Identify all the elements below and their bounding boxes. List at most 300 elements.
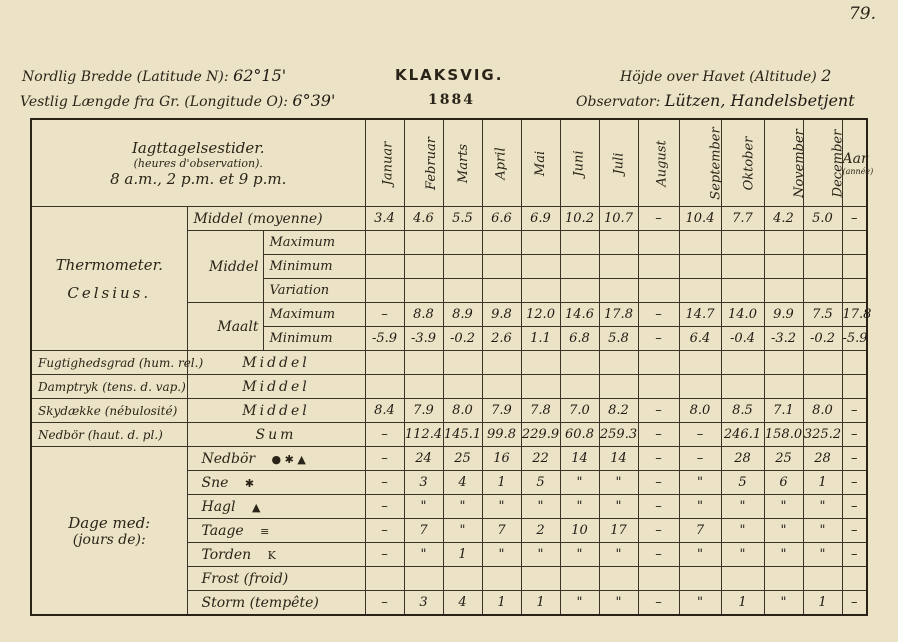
value-cell: 7.9 <box>404 399 443 423</box>
empty-cell <box>365 375 404 399</box>
empty-cell <box>560 351 599 375</box>
value-cell: 9.8 <box>482 303 521 327</box>
empty-cell <box>482 255 521 279</box>
value-cell: – <box>842 543 867 567</box>
value-cell: " <box>599 495 638 519</box>
month-header <box>764 119 807 207</box>
damptryk-label: Damptryk (tens. d. vap.) <box>31 375 187 399</box>
month-header <box>443 119 482 207</box>
page-number: 79. <box>848 4 876 24</box>
value-cell: 7 <box>482 519 521 543</box>
dage-label: Dage med: (jours de): <box>31 447 187 616</box>
value-cell: – <box>842 399 867 423</box>
value-cell: 8.8 <box>404 303 443 327</box>
month-header <box>560 119 599 207</box>
month-label: Juni <box>572 149 587 177</box>
value-cell: 8.0 <box>803 399 842 423</box>
value-cell: 99.8 <box>482 423 521 447</box>
value-cell: " <box>404 495 443 519</box>
empty-cell <box>842 231 867 255</box>
empty-cell <box>560 255 599 279</box>
value-cell: 1.1 <box>521 327 560 351</box>
value-cell: 145.1 <box>443 423 482 447</box>
value-cell: 7.7 <box>721 207 764 231</box>
value-cell: – <box>638 207 679 231</box>
nedbor-row <box>31 423 867 447</box>
empty-cell <box>599 279 638 303</box>
year-label: Aar <box>842 150 868 167</box>
value-cell <box>560 567 599 591</box>
value-cell: 7.1 <box>764 399 803 423</box>
observer-label: Observator: <box>576 94 661 110</box>
empty-cell <box>803 375 842 399</box>
value-cell: 229.9 <box>521 423 560 447</box>
empty-cell <box>521 255 560 279</box>
empty-cell <box>638 351 679 375</box>
empty-cell <box>721 375 764 399</box>
value-cell: " <box>482 495 521 519</box>
value-cell: -3.2 <box>764 327 803 351</box>
value-cell: 3 <box>404 591 443 616</box>
value-cell: -5.9 <box>365 327 404 351</box>
empty-cell <box>365 279 404 303</box>
obs-times-values: 8 a.m., 2 p.m. et 9 p.m. <box>110 169 287 188</box>
value-cell: 6.9 <box>521 207 560 231</box>
value-cell: 14.0 <box>721 303 764 327</box>
value-cell: 2.6 <box>482 327 521 351</box>
value-cell: " <box>521 543 560 567</box>
value-cell: 7.9 <box>482 399 521 423</box>
value-cell: " <box>764 519 803 543</box>
dage-row-label: Sne ✱ <box>187 471 365 495</box>
value-cell: – <box>842 423 867 447</box>
month-label: September <box>708 126 724 200</box>
fugtighed-label: Fugtighedsgrad (hum. rel.) <box>31 351 187 375</box>
empty-cell <box>560 279 599 303</box>
value-cell: – <box>638 519 679 543</box>
empty-cell <box>638 279 679 303</box>
value-cell: " <box>721 519 764 543</box>
empty-cell <box>679 351 721 375</box>
empty-cell <box>679 375 721 399</box>
value-cell: 28 <box>721 447 764 471</box>
empty-cell <box>721 255 764 279</box>
value-cell: – <box>638 327 679 351</box>
value-cell: 1 <box>803 591 842 616</box>
month-header <box>365 119 404 207</box>
empty-cell <box>599 231 638 255</box>
observer-line <box>576 91 855 110</box>
empty-cell <box>638 255 679 279</box>
value-cell: 14.6 <box>560 303 599 327</box>
longitude-value: 6°39' <box>292 91 336 110</box>
longitude-label: Vestlig Længde fra Gr. (Longitude O): <box>20 94 288 110</box>
value-cell: " <box>803 519 842 543</box>
latitude-line <box>22 66 286 85</box>
dage-row-label: Nedbör ● ✱ ▲ <box>187 447 365 471</box>
value-cell: – <box>638 423 679 447</box>
weather-symbol-icon: ● ✱ ▲ <box>271 452 306 466</box>
empty-cell <box>404 375 443 399</box>
middel-group-label: Middel <box>187 231 263 303</box>
value-cell: 14 <box>599 447 638 471</box>
value-cell: 25 <box>443 447 482 471</box>
weather-symbol-icon: ✱ <box>244 476 255 490</box>
empty-cell <box>482 351 521 375</box>
altitude-line <box>620 66 831 85</box>
value-cell <box>404 567 443 591</box>
empty-cell <box>404 255 443 279</box>
empty-cell <box>560 231 599 255</box>
month-label: Februar <box>423 136 439 190</box>
value-cell: – <box>638 495 679 519</box>
empty-cell <box>365 255 404 279</box>
variation-label: Variation <box>263 279 365 303</box>
value-cell: 2 <box>521 519 560 543</box>
empty-cell <box>443 255 482 279</box>
value-cell: " <box>679 495 721 519</box>
value-cell: 24 <box>404 447 443 471</box>
value-cell: " <box>599 591 638 616</box>
value-cell: 28 <box>803 447 842 471</box>
value-cell: 8.0 <box>443 399 482 423</box>
value-cell <box>803 567 842 591</box>
value-cell: – <box>842 471 867 495</box>
empty-cell <box>521 375 560 399</box>
value-cell: – <box>365 591 404 616</box>
value-cell: -0.4 <box>721 327 764 351</box>
value-cell: 4 <box>443 471 482 495</box>
value-cell: 3 <box>404 471 443 495</box>
obs-times-cell <box>31 119 365 207</box>
value-cell: " <box>560 591 599 616</box>
value-cell: – <box>638 399 679 423</box>
value-cell: 17 <box>599 519 638 543</box>
weather-symbol-icon: ▲ <box>251 500 261 514</box>
nedbor-label: Nedbör (haut. d. pl.) <box>31 423 187 447</box>
nedbor-sublabel: Sum <box>187 423 365 447</box>
empty-cell <box>599 255 638 279</box>
value-cell: 7.0 <box>560 399 599 423</box>
weather-symbol-icon: K <box>267 548 276 562</box>
value-cell: -5.9 <box>842 327 867 351</box>
skydaekke-sublabel: Middel <box>187 399 365 423</box>
value-cell: – <box>842 495 867 519</box>
value-cell: 6 <box>764 471 803 495</box>
empty-cell <box>443 351 482 375</box>
maximum-label: Maximum <box>263 231 365 255</box>
value-cell: " <box>404 543 443 567</box>
value-cell: – <box>365 471 404 495</box>
value-cell: – <box>638 543 679 567</box>
month-header <box>404 119 443 207</box>
value-cell: 5.8 <box>599 327 638 351</box>
latitude-label: Nordlig Bredde (Latitude N): <box>22 69 229 85</box>
empty-cell <box>521 351 560 375</box>
value-cell: " <box>721 543 764 567</box>
middel-row <box>31 207 867 231</box>
empty-cell <box>803 351 842 375</box>
skydaekke-row <box>31 399 867 423</box>
value-cell: 12.0 <box>521 303 560 327</box>
empty-cell <box>721 231 764 255</box>
empty-cell <box>803 231 842 255</box>
value-cell: 16 <box>482 447 521 471</box>
value-cell: 9.9 <box>764 303 803 327</box>
value-cell: – <box>842 447 867 471</box>
value-cell <box>365 567 404 591</box>
dage-row-label: Taage ≡ <box>187 519 365 543</box>
value-cell: – <box>842 591 867 616</box>
skydaekke-label: Skydække (nébulosité) <box>31 399 187 423</box>
header-row <box>31 119 867 207</box>
value-cell <box>638 567 679 591</box>
value-cell <box>482 567 521 591</box>
value-cell: 25 <box>764 447 803 471</box>
empty-cell <box>764 351 803 375</box>
thermometer-label: Thermometer. Celsius. <box>31 207 187 351</box>
value-cell: 14.7 <box>679 303 721 327</box>
value-cell: 8.2 <box>599 399 638 423</box>
value-cell: – <box>638 447 679 471</box>
empty-cell <box>679 279 721 303</box>
value-cell: 17.8 <box>599 303 638 327</box>
empty-cell <box>443 279 482 303</box>
value-cell: 7.5 <box>803 303 842 327</box>
climate-table <box>30 118 874 616</box>
value-cell: 8.4 <box>365 399 404 423</box>
observer-value: Lützen, Handelsbetjent <box>664 91 855 110</box>
month-header <box>638 119 679 207</box>
empty-cell <box>404 231 443 255</box>
value-cell: 3.4 <box>365 207 404 231</box>
value-cell: – <box>365 495 404 519</box>
empty-cell <box>404 351 443 375</box>
value-cell: – <box>365 423 404 447</box>
damptryk-sublabel: Middel <box>187 375 365 399</box>
value-cell: 17.8 <box>842 303 867 327</box>
value-cell: 1 <box>482 591 521 616</box>
longitude-line <box>20 91 335 110</box>
value-cell: – <box>842 207 867 231</box>
month-label: Juli <box>611 152 626 174</box>
value-cell: 158.0 <box>764 423 803 447</box>
month-header <box>721 119 764 207</box>
value-cell: – <box>638 591 679 616</box>
empty-cell <box>404 279 443 303</box>
value-cell: " <box>764 591 803 616</box>
value-cell: – <box>842 519 867 543</box>
obs-times-subtitle: (heures d'observation). <box>133 156 263 170</box>
value-cell: – <box>365 447 404 471</box>
dage-row <box>31 447 867 471</box>
value-cell: 4.6 <box>404 207 443 231</box>
damptryk-row <box>31 375 867 399</box>
value-cell: " <box>599 471 638 495</box>
value-cell: " <box>443 519 482 543</box>
value-cell: 5 <box>721 471 764 495</box>
empty-cell <box>764 375 803 399</box>
value-cell: 6.8 <box>560 327 599 351</box>
maalt-minimum-label: Minimum <box>263 327 365 351</box>
value-cell: 10.7 <box>599 207 638 231</box>
month-header <box>482 119 521 207</box>
month-label: November <box>791 128 807 198</box>
value-cell: " <box>803 495 842 519</box>
value-cell: 1 <box>521 591 560 616</box>
latitude-value: 62°15' <box>233 66 287 85</box>
value-cell: 1 <box>803 471 842 495</box>
dage-row-label: Hagl ▲ <box>187 495 365 519</box>
value-cell <box>764 567 803 591</box>
month-label: Januar <box>379 141 395 185</box>
value-cell: " <box>764 543 803 567</box>
minimum-label: Minimum <box>263 255 365 279</box>
fugtighed-row <box>31 351 867 375</box>
empty-cell <box>721 351 764 375</box>
value-cell: " <box>764 495 803 519</box>
dage-row-label: Storm (tempête) <box>187 591 365 616</box>
maalt-label: Maalt <box>187 303 263 351</box>
empty-cell <box>443 231 482 255</box>
value-cell: -3.9 <box>404 327 443 351</box>
value-cell: " <box>599 543 638 567</box>
empty-cell <box>842 375 867 399</box>
empty-cell <box>599 375 638 399</box>
dage-row-label: Torden K <box>187 543 365 567</box>
empty-cell <box>842 255 867 279</box>
value-cell: 259.3 <box>599 423 638 447</box>
altitude-value: 2 <box>821 66 832 85</box>
empty-cell <box>764 231 803 255</box>
value-cell <box>842 567 867 591</box>
value-cell: 14 <box>560 447 599 471</box>
value-cell: 6.6 <box>482 207 521 231</box>
value-cell: 4.2 <box>764 207 803 231</box>
value-cell: " <box>803 543 842 567</box>
value-cell: 1 <box>721 591 764 616</box>
value-cell: " <box>443 495 482 519</box>
value-cell: 22 <box>521 447 560 471</box>
value-cell: 10.4 <box>679 207 721 231</box>
empty-cell <box>365 351 404 375</box>
value-cell: " <box>679 471 721 495</box>
value-cell: 6.4 <box>679 327 721 351</box>
value-cell: 112.4 <box>404 423 443 447</box>
empty-cell <box>638 231 679 255</box>
value-cell: " <box>679 543 721 567</box>
empty-cell <box>764 255 803 279</box>
month-header <box>599 119 638 207</box>
empty-cell <box>560 375 599 399</box>
value-cell: – <box>679 423 721 447</box>
empty-cell <box>599 351 638 375</box>
year-sublabel: (année) <box>842 166 874 176</box>
value-cell <box>721 567 764 591</box>
value-cell: 5.5 <box>443 207 482 231</box>
empty-cell <box>521 279 560 303</box>
value-cell: – <box>679 447 721 471</box>
empty-cell <box>721 279 764 303</box>
empty-cell <box>842 279 867 303</box>
fugtighed-sublabel: Middel <box>187 351 365 375</box>
dage-row-label: Frost (froid) <box>187 567 365 591</box>
month-label: April <box>494 146 509 180</box>
value-cell: 10.2 <box>560 207 599 231</box>
empty-cell <box>679 231 721 255</box>
value-cell: 7.8 <box>521 399 560 423</box>
value-cell: 4 <box>443 591 482 616</box>
empty-cell <box>764 279 803 303</box>
value-cell: – <box>365 303 404 327</box>
value-cell: 1 <box>482 471 521 495</box>
value-cell <box>521 567 560 591</box>
value-cell: 325.2 <box>803 423 842 447</box>
value-cell: -0.2 <box>443 327 482 351</box>
value-cell: 1 <box>443 543 482 567</box>
month-header <box>803 119 845 207</box>
value-cell: 8.5 <box>721 399 764 423</box>
value-cell: 10 <box>560 519 599 543</box>
value-cell: 8.0 <box>679 399 721 423</box>
empty-cell <box>482 375 521 399</box>
value-cell: 7 <box>679 519 721 543</box>
value-cell: – <box>365 519 404 543</box>
value-cell: -0.2 <box>803 327 842 351</box>
empty-cell <box>679 255 721 279</box>
month-label: December <box>829 129 845 197</box>
month-header <box>521 119 560 207</box>
empty-cell <box>443 375 482 399</box>
value-cell: " <box>560 471 599 495</box>
empty-cell <box>803 255 842 279</box>
month-header <box>679 119 724 207</box>
month-label: August <box>654 139 670 187</box>
middel-label: Middel (moyenne) <box>187 207 365 231</box>
value-cell: " <box>482 543 521 567</box>
obs-times-title: Iagttagelsestider. <box>131 138 265 157</box>
value-cell <box>599 567 638 591</box>
value-cell <box>679 567 721 591</box>
value-cell: 7 <box>404 519 443 543</box>
altitude-label: Höjde over Havet (Altitude) <box>620 69 817 85</box>
value-cell: 5.0 <box>803 207 842 231</box>
value-cell: – <box>365 543 404 567</box>
maalt-maximum-label: Maximum <box>263 303 365 327</box>
value-cell: " <box>560 495 599 519</box>
value-cell: " <box>560 543 599 567</box>
year: 1884 <box>428 92 475 108</box>
value-cell: 5 <box>521 471 560 495</box>
month-label: Oktober <box>740 136 756 190</box>
value-cell: – <box>638 303 679 327</box>
empty-cell <box>482 279 521 303</box>
station-name: KLAKSVIG. <box>395 66 504 84</box>
year-header <box>842 119 874 207</box>
value-cell: 60.8 <box>560 423 599 447</box>
empty-cell <box>521 231 560 255</box>
month-label: Marts <box>455 143 471 183</box>
value-cell: – <box>638 471 679 495</box>
month-label: Mai <box>532 150 548 176</box>
value-cell: 246.1 <box>721 423 764 447</box>
weather-symbol-icon: ≡ <box>260 524 270 538</box>
empty-cell <box>365 231 404 255</box>
value-cell: 8.9 <box>443 303 482 327</box>
empty-cell <box>842 351 867 375</box>
value-cell: " <box>679 591 721 616</box>
value-cell: " <box>521 495 560 519</box>
